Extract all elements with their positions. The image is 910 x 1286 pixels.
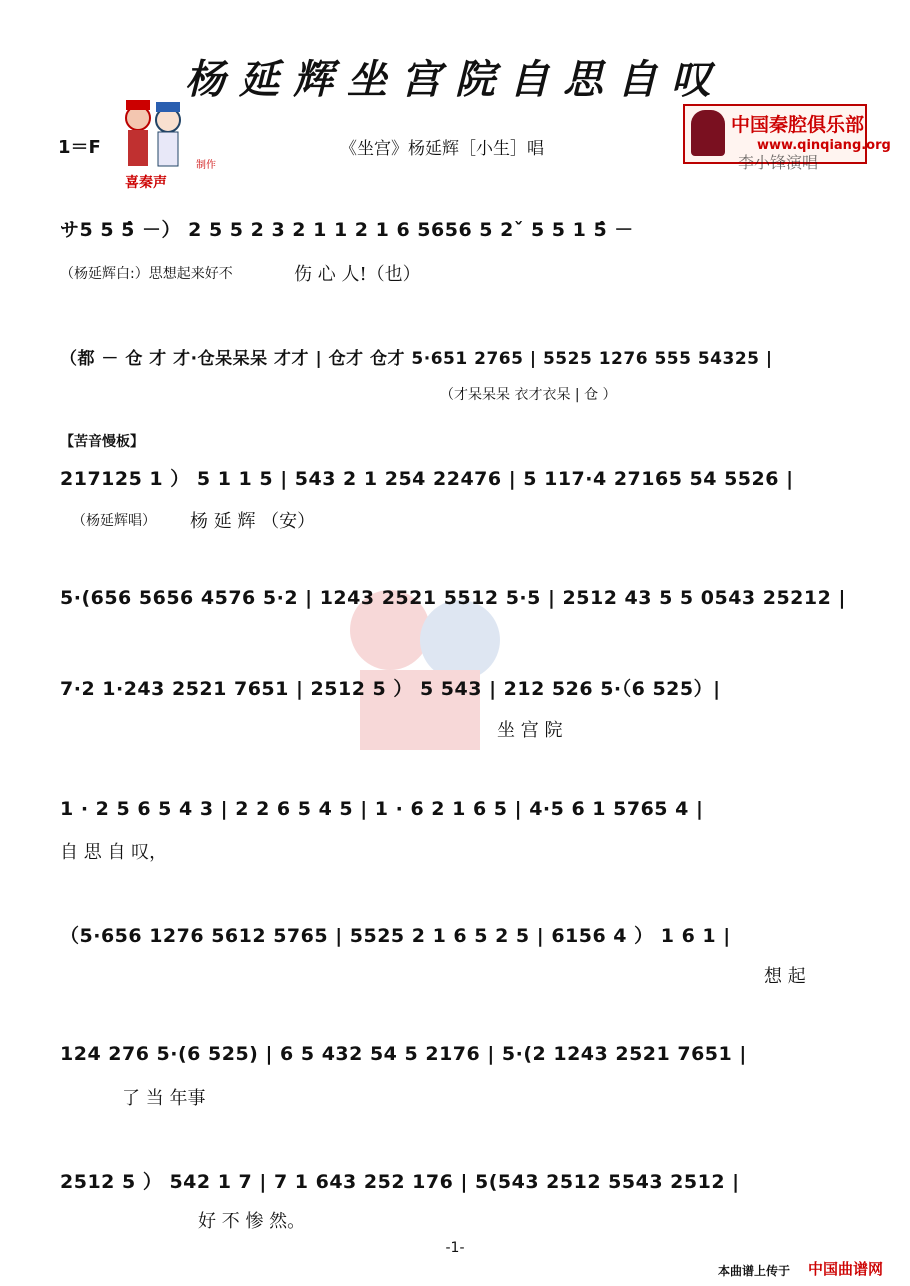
score-line-3: 217125 1 ） 5 1 1 5 | 543 2 1 254 22476 | 5 117·4 27165 54 5526 | [60, 468, 794, 490]
line-7-lyric: 想 起 [764, 966, 806, 987]
line-5-lyric: 坐 宫 院 [497, 720, 563, 741]
line-1-spoken: （杨延辉白:）思想起来好不 [60, 266, 233, 282]
opera-figure-icon [691, 110, 725, 156]
line-3-cue: （杨延辉唱） [72, 513, 156, 529]
page-number: -1- [445, 1240, 465, 1256]
score-line-7: （5·656 1276 5612 5765 | 5525 2 1 6 5 2 5 | 6156 4 ） 1 6 1 | [60, 925, 731, 947]
score-line-8: 124 276 5·(6 525) | 6 5 432 54 5 2176 | 5·(2 1243 2521 7651 | [60, 1043, 747, 1065]
score-line-6: 1 · 2 5 6 5 4 3 | 2 2 6 5 4 5 | 1 · 6 2 1 6 5 | 4·5 6 1 5765 4 | [60, 798, 704, 820]
score-line-4: 5·(656 5656 4576 5·2 | 1243 2521 5512 5·5 | 2512 43 5 5 0543 25212 | [60, 587, 846, 609]
badge-url[interactable]: www.qinqiang.org [757, 138, 891, 153]
upload-note: 本曲谱上传于 [718, 1264, 791, 1278]
key-signature: 1＝F [58, 137, 101, 158]
score-line-1: サ5 5 5̂ －） 2 5 5 2 3 2 1 1 2 1 6 5656 5 2ˇ 5 5 1 5̂ － [60, 219, 634, 241]
section-label: 【苦音慢板】 [60, 434, 144, 450]
score-line-2: （都 － 仓 才 才·仓呆呆呆 才才 | 仓才 仓才 5·651 2765 | 5525 1276 555 54325 | [60, 349, 773, 369]
line-9-lyric: 好 不 惨 然。 [198, 1211, 306, 1232]
score-line-5: 7·2 1·243 2521 7651 | 2512 5 ） 5 543 | 212 526 5·（6 525）| [60, 678, 721, 700]
logo-make: 制作 [196, 160, 216, 171]
line-6-lyric: 自 思 自 叹， [60, 842, 168, 863]
line-1-lyric: 伤 心 人!（也） [294, 264, 421, 285]
performer-credit: 李小锋演唱 [738, 153, 819, 172]
site-link[interactable]: 中国曲谱网 [808, 1260, 884, 1278]
score-line-9: 2512 5 ） 542 1 7 | 7 1 643 252 176 | 5(543 2512 5543 2512 | [60, 1171, 740, 1193]
subtitle: 《坐宫》杨延辉［小生］唱 [340, 139, 544, 159]
line-3-lyric: 杨 延 辉 （安） [190, 511, 316, 532]
line-2-percussion: （才呆呆呆 衣才衣呆 | 仓 ） [440, 387, 617, 403]
line-8-lyric: 了 当 年事 [122, 1088, 206, 1109]
opera-figures-logo [118, 96, 188, 172]
logo-label: 喜秦声 [125, 175, 167, 191]
badge-name: 中国秦腔俱乐部 [731, 114, 865, 136]
page-title: 杨延辉坐宫院自思自叹 [185, 56, 725, 103]
